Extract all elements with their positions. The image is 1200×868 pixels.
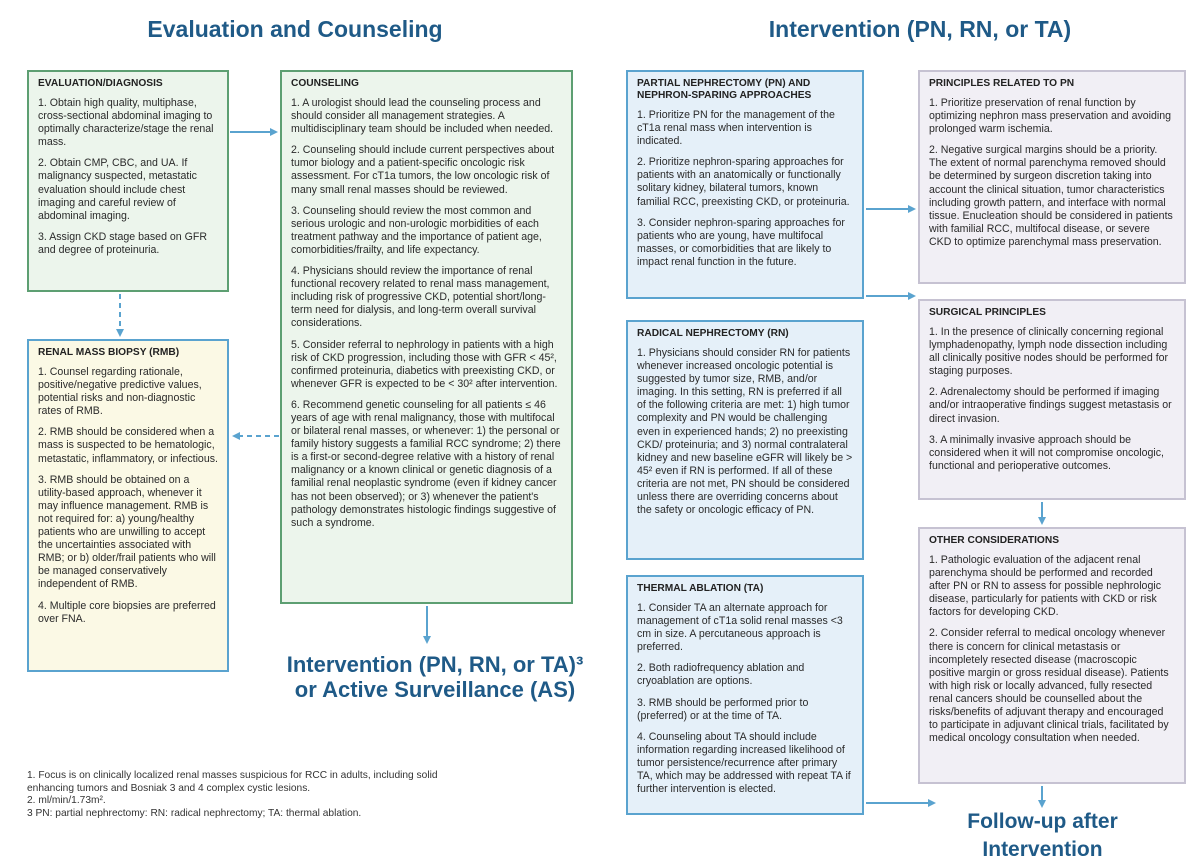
- evaluation-diagnosis-title: EVALUATION/DIAGNOSIS: [38, 78, 163, 89]
- list-item: 4. Counseling about TA should include information regarding increased likelihood of tumor persistence/recurrence after primary TA, which may be addressed with repeat TA if further intervention is elected.: [637, 730, 851, 796]
- list-item: 1. Pathologic evaluation of the adjacent renal parenchyma should be performed and recorded after PN or RN to assess for possible nephrologic disease, particularly for patients with CKD or risk factors for developing CKD.: [929, 554, 1161, 619]
- partial-nephrectomy-title: PARTIAL NEPHRECTOMY (PN) AND NEPHRON-SPARING APPROACHES: [637, 78, 812, 101]
- followup-line2: Intervention: [982, 838, 1103, 861]
- footnote: 1. Focus is on clinically localized renal masses suspicious for RCC in adults, including solid enhancing tumors and Bosniak 3 and 4 complex cystic lesions.: [27, 770, 438, 794]
- list-item: 1. Prioritize preservation of renal function by optimizing nephron mass preservation and avoiding prolonged warm ischemia.: [929, 97, 1172, 136]
- next-step-line2: or Active Surveillance (AS): [294, 677, 576, 702]
- list-item: 4. Multiple core biopsies are preferred over FNA.: [38, 599, 216, 625]
- list-item: 3. A minimally invasive approach should be considered when it will not compromise oncologic, functional and perioperative outcomes.: [929, 433, 1164, 472]
- list-item: 2. Negative surgical margins should be a priority. The extent of normal parenchyma removed should be determined by surgeon discretion taking into account the clinical situation, tumor characteristics including growth pattern, and interface with normal tissue. Enucleation should be considered in patients with familial RCC, multifocal disease, or severe CKD to optimize parenchymal mass preservation.: [929, 144, 1173, 248]
- list-item: 2. Both radiofrequency ablation and cryoablation are options.: [637, 662, 805, 688]
- radical-nephrectomy-title: RADICAL NEPHRECTOMY (RN): [637, 328, 789, 339]
- heading-evaluation-counseling: Evaluation and Counseling: [147, 16, 443, 42]
- list-item: 1. Obtain high quality, multiphase, cross-sectional abdominal imaging to optimally characterize/stage the renal mass.: [38, 97, 214, 149]
- list-item: 3. Assign CKD stage based on GFR and degree of proteinuria.: [38, 230, 207, 256]
- list-item: 3. Consider nephron-sparing approaches for patients who are young, have multifocal masses, or comorbidities that are likely to impact renal function in the future.: [637, 216, 845, 268]
- followup-line1: Follow-up after: [967, 810, 1118, 833]
- heading-intervention: Intervention (PN, RN, or TA): [768, 16, 1072, 42]
- list-item: 2. Obtain CMP, CBC, and UA. If malignancy suspected, metastatic evaluation should include chest imaging and careful review of abdominal imaging.: [38, 157, 197, 222]
- list-item: 2. Counseling should include current perspectives about tumor biology and a patient-specific oncologic risk assessment. For cT1a tumors, the low oncologic risk of many small renal masses should be reviewed.: [291, 144, 555, 196]
- list-item: 2. Consider referral to medical oncology whenever there is concern for clinical metastasis or incompletely resected disease (macroscopic positive margin or gross residual disease). Patients with high risk or locally advanced, fully resected renal cancers should be counselled about the risks/benefits of adjuvant therapy and encouraged to participate in adjuvant clinical trials, facilitated by medical oncology consultation when needed.: [929, 627, 1169, 745]
- list-item: 2. Adrenalectomy should be performed if imaging and/or intraoperative findings suggest metastasis or direct invasion.: [929, 386, 1172, 425]
- other-considerations-title: OTHER CONSIDERATIONS: [929, 535, 1059, 546]
- list-item: 2. Prioritize nephron-sparing approaches for patients with an anatomically or functionally solitary kidney, bilateral tumors, known familial RCC, preexisting CKD, or proteinuria.: [637, 156, 850, 208]
- footnote: 2. ml/min/1.73m².: [27, 795, 106, 807]
- list-item: 1. Physicians should consider RN for patients whenever increased oncologic potential is suggested by tumor size, RMB, and/or imaging. In this setting, RN is preferred if all of the following criteria are met: 1) high tumor complexity and PN would be challenging even in experienced hands; 2) no preexisting CKD/ proteinuria; and 3) normal contralateral kidney and new baseline eGFR will likely be > 45² even if RN is performed. If all of these criteria are not met, PN should be considered unless there are overriding concerns about the safety or oncologic efficacy of PN.: [637, 347, 853, 517]
- list-item: 2. RMB should be considered when a mass is suspected to be hematologic, metastatic, inflammatory, or infectious.: [38, 426, 218, 465]
- list-item: 4. Physicians should review the importance of renal functional recovery related to renal mass management, including risk of progressive CKD, potential short/long-term need for dialysis, and long-term overall survival considerations.: [291, 265, 550, 330]
- list-item: 6. Recommend genetic counseling for all patients ≤ 46 years of age with renal malignancy, those with multifocal or bilateral renal masses, or whenever: 1) the personal or family history suggests a familial RCC syndrome; 2) there is a first-or second-degree relative with a history of renal malignancy or a known clinical or genetic diagnosis of a familial renal neoplastic syndrome (even if kidney cancer has not been observed); or 3) whenever the patient's pathology demonstrates histologic findings suggestive of such a syndrome.: [291, 398, 561, 529]
- principles-pn-title: PRINCIPLES RELATED TO PN: [929, 78, 1075, 89]
- list-item: 5. Consider referral to nephrology in patients with a high risk of CKD progression, including those with GFR < 45², confirmed proteinuria, diabetics with preexisting CKD, or whenever GFR is expected to be < 30² after intervention.: [291, 338, 558, 390]
- thermal-ablation-title: THERMAL ABLATION (TA): [637, 583, 764, 594]
- footnote: 3 PN: partial nephrectomy: RN: radical nephrectomy; TA: thermal ablation.: [27, 807, 362, 819]
- list-item: 1. Counsel regarding rationale, positive/negative predictive values, potential risks and non-diagnostic rates of RMB.: [38, 366, 202, 418]
- list-item: 1. Prioritize PN for the management of the cT1a renal mass when intervention is indicated.: [637, 109, 835, 148]
- list-item: 3. Counseling should review the most common and serious urologic and non-urologic morbidities of each treatment pathway and the importance of patient age, comorbidities/frailty, and life expectancy.: [291, 204, 542, 256]
- list-item: 3. RMB should be performed prior to (preferred) or at the time of TA.: [637, 696, 809, 722]
- next-step-line1: Intervention (PN, RN, or TA)³: [286, 652, 584, 677]
- list-item: 1. A urologist should lead the counseling process and should consider all management strategies. A multidisciplinary team should be included when needed.: [291, 97, 554, 136]
- list-item: 3. RMB should be obtained on a utility-based approach, whenever it may influence management. RMB is not required for: a) young/healthy patients who are unwilling to accept the uncertainties associated with RMB; or b) older/frail patients who will be managed conservatively independent of RMB.: [38, 473, 216, 591]
- renal-mass-biopsy-title: RENAL MASS BIOPSY (RMB): [38, 347, 180, 358]
- list-item: 1. Consider TA an alternate approach for management of cT1a solid renal masses <3 cm in size. A percutaneous approach is preferred.: [637, 602, 843, 654]
- surgical-principles-title: SURGICAL PRINCIPLES: [929, 307, 1046, 318]
- list-item: 1. In the presence of clinically concerning regional lymphadenopathy, lymph node dissection including all clinically positive nodes should be performed for staging purposes.: [929, 326, 1169, 378]
- counseling-title: COUNSELING: [291, 78, 359, 89]
